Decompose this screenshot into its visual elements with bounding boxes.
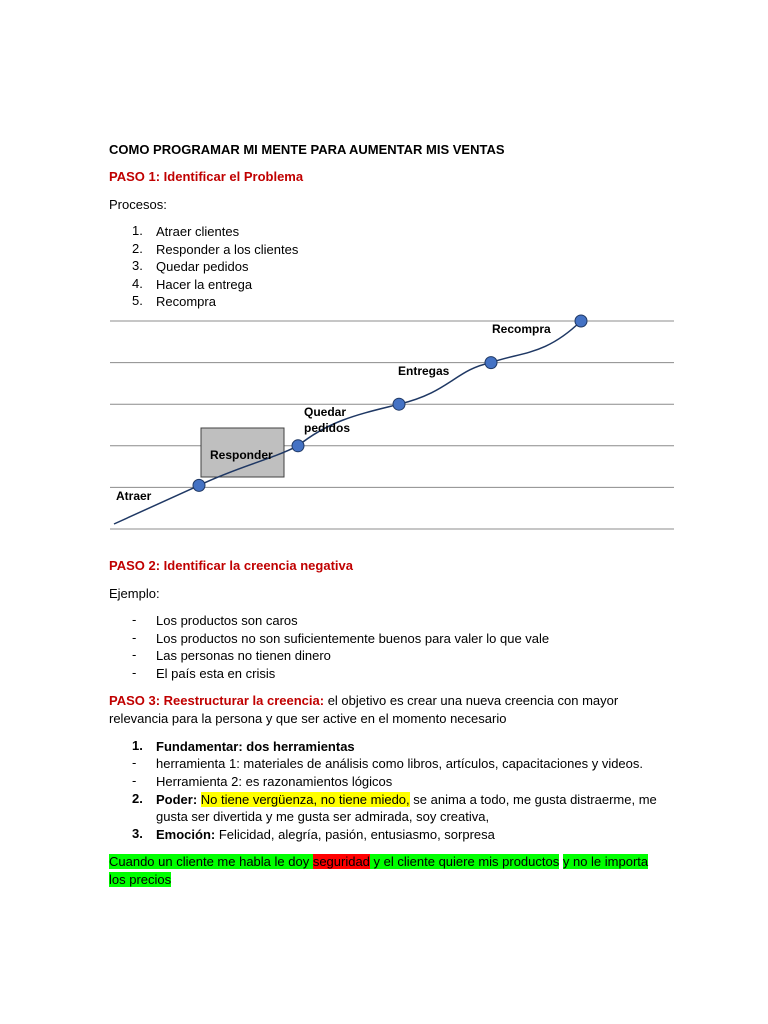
list-number: 1.: [132, 738, 143, 753]
list-bullet: -: [132, 665, 137, 680]
data-point-2: [292, 440, 304, 452]
document-title: COMO PROGRAMAR MI MENTE PARA AUMENTAR MIS VENTAS: [109, 142, 505, 157]
list-bullet: -: [132, 755, 137, 770]
list-bullet: -: [132, 647, 137, 662]
emocion-label: Emoción:: [156, 827, 216, 842]
point-label-recompra: Recompra: [492, 322, 551, 336]
list-text: [156, 791, 657, 808]
list-bullet: -: [132, 773, 137, 788]
paso2-heading: PASO 2: Identificar la creencia negativa: [109, 558, 353, 573]
poder-text: se anima a todo, me gusta distraerme, me: [409, 792, 657, 807]
list-text: Herramienta 2: es razonamientos lógicos: [156, 774, 393, 789]
paso1-heading: PASO 1: Identificar el Problema: [109, 169, 304, 184]
point-label-responder: Responder: [210, 448, 273, 462]
point-label-pedidos: pedidos: [304, 421, 351, 435]
list-text: Las personas no tienen dinero: [156, 648, 331, 663]
list-text: Fundamentar: dos herramientas: [156, 739, 355, 754]
list-text: Responder a los clientes: [156, 242, 299, 257]
closing-line1: [109, 853, 648, 870]
list-text: Quedar pedidos: [156, 259, 249, 274]
highlight-green: y no le importa: [562, 854, 649, 869]
closing-line2: [109, 871, 171, 888]
data-point-5: [575, 315, 587, 327]
paso3-text-line2: relevancia para la persona y que ser active en el momento necesario: [109, 711, 507, 726]
list-text: herramienta 1: materiales de análisis como libros, artículos, capacitaciones y videos.: [156, 756, 644, 771]
point-label-entregas: Entregas: [398, 364, 450, 378]
list-text: Hacer la entrega: [156, 277, 253, 292]
list-text: Los productos son caros: [156, 613, 298, 628]
list-text: Recompra: [156, 294, 216, 309]
poder-label: Poder:: [156, 792, 198, 807]
list-text: El país esta en crisis: [156, 666, 276, 681]
list-text: gusta ser divertida y me gusta ser admirada, soy creativa,: [156, 809, 490, 824]
paso3-heading: PASO 3: Reestructurar la creencia:: [109, 693, 325, 708]
highlight-green: y el cliente quiere mis productos: [369, 854, 560, 869]
highlight-green: Cuando un cliente me habla le doy: [109, 854, 313, 869]
list-text: [156, 826, 495, 843]
list-text: Atraer clientes: [156, 224, 240, 239]
point-label-quedar: Quedar: [304, 405, 347, 419]
list-number: 3.: [132, 826, 143, 841]
emocion-text: Felicidad, alegría, pasión, entusiasmo, sorpresa: [215, 827, 495, 842]
list-text: Los productos no son suficientemente buenos para valer lo que vale: [156, 631, 550, 646]
data-point-4: [485, 357, 497, 369]
paso2-intro: Ejemplo:: [109, 586, 160, 601]
paso1-intro: Procesos:: [109, 197, 167, 212]
point-label-atraer: Atraer: [116, 489, 152, 503]
data-point-3: [393, 398, 405, 410]
paso3-text: el objetivo es crear una nueva creencia con mayor: [324, 693, 619, 708]
list-bullet: -: [132, 612, 137, 627]
highlight-yellow: No tiene vergüenza, no tiene miedo,: [200, 792, 410, 807]
list-number: 2.: [132, 791, 143, 806]
list-number: 3.: [132, 258, 143, 273]
highlight-green: los precios: [109, 872, 172, 887]
list-number: 2.: [132, 241, 143, 256]
paso3-paragraph: [109, 692, 618, 709]
list-number: 4.: [132, 276, 143, 291]
list-number: 1.: [132, 223, 143, 238]
highlight-red: seguridad: [312, 854, 370, 869]
list-number: 5.: [132, 293, 143, 308]
list-bullet: -: [132, 630, 137, 645]
data-point-1: [193, 479, 205, 491]
